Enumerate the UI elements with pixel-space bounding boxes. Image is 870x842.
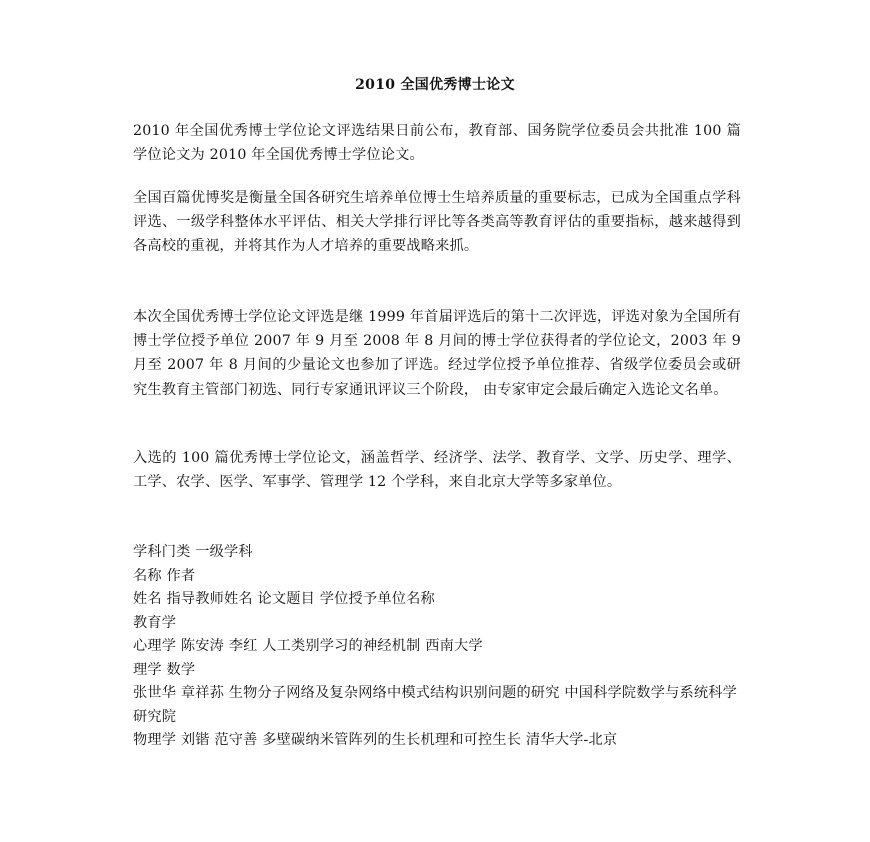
list-line: 教育学 [133, 614, 177, 631]
page-title: 2010 全国优秀博士论文 [355, 77, 515, 93]
list-line: 物理学 刘锴 范守善 多壁碳纳米管阵列的生长机理和可控生长 清华大学-北京 [133, 732, 618, 748]
thesis-list [133, 541, 745, 753]
list-line: 张世华 章祥荪 生物分子网络及复杂网络中模式结构识别问题的研究 中国科学院数学与系统科学研究院 [133, 685, 738, 725]
list-line: 姓名 指导教师姓名 论文题目 学位授予单位名称 [133, 591, 435, 607]
paragraph-significance: 全国百篇优博奖是衡量全国各研究生培养单位博士生培养质量的重要标志，已成为全国重点学科评选、一级学科整体水平评估、相关大学排行评比等各类高等教育评估的重要指标，越来越得到各高校的重视，并将其作为人才培养的重要战略来抓。 [133, 190, 741, 255]
paragraph-coverage: 入选的 100 篇优秀博士学位论文，涵盖哲学、经济学、法学、教育学、文学、历史学、理学、工学、农学、医学、军事学、管理学 12 个学科，来自北京大学等多家单位。 [133, 450, 741, 491]
paragraph-selection-process: 本次全国优秀博士学位论文评选是继 1999 年首届评选后的第十二次评选，评选对象为全国所有博士学位授予单位 2007 年 9 月至 2008 年 8 月间的博士学位获得者的学位论文，2003 年 9 月至 2007 年 8 月间的少量论文也参加了评选。经过学位授予单位推荐、省级学位委员会或研究生教育主管部门初选、同行专家通讯评议三个阶段， 由专家审定会最后确定入选论文名单。 [133, 309, 741, 398]
list-line: 理学 数学 [133, 661, 196, 678]
list-line: 名称 作者 [133, 567, 196, 584]
list-line: 学科门类 一级学科 [133, 544, 253, 560]
paragraph-announcement: 2010 年全国优秀博士学位论文评选结果日前公布，教育部、国务院学位委员会共批准 100 篇学位论文为 2010 年全国优秀博士学位论文。 [133, 123, 741, 164]
list-line: 心理学 陈安涛 李红 人工类别学习的神经机制 西南大学 [133, 638, 483, 654]
